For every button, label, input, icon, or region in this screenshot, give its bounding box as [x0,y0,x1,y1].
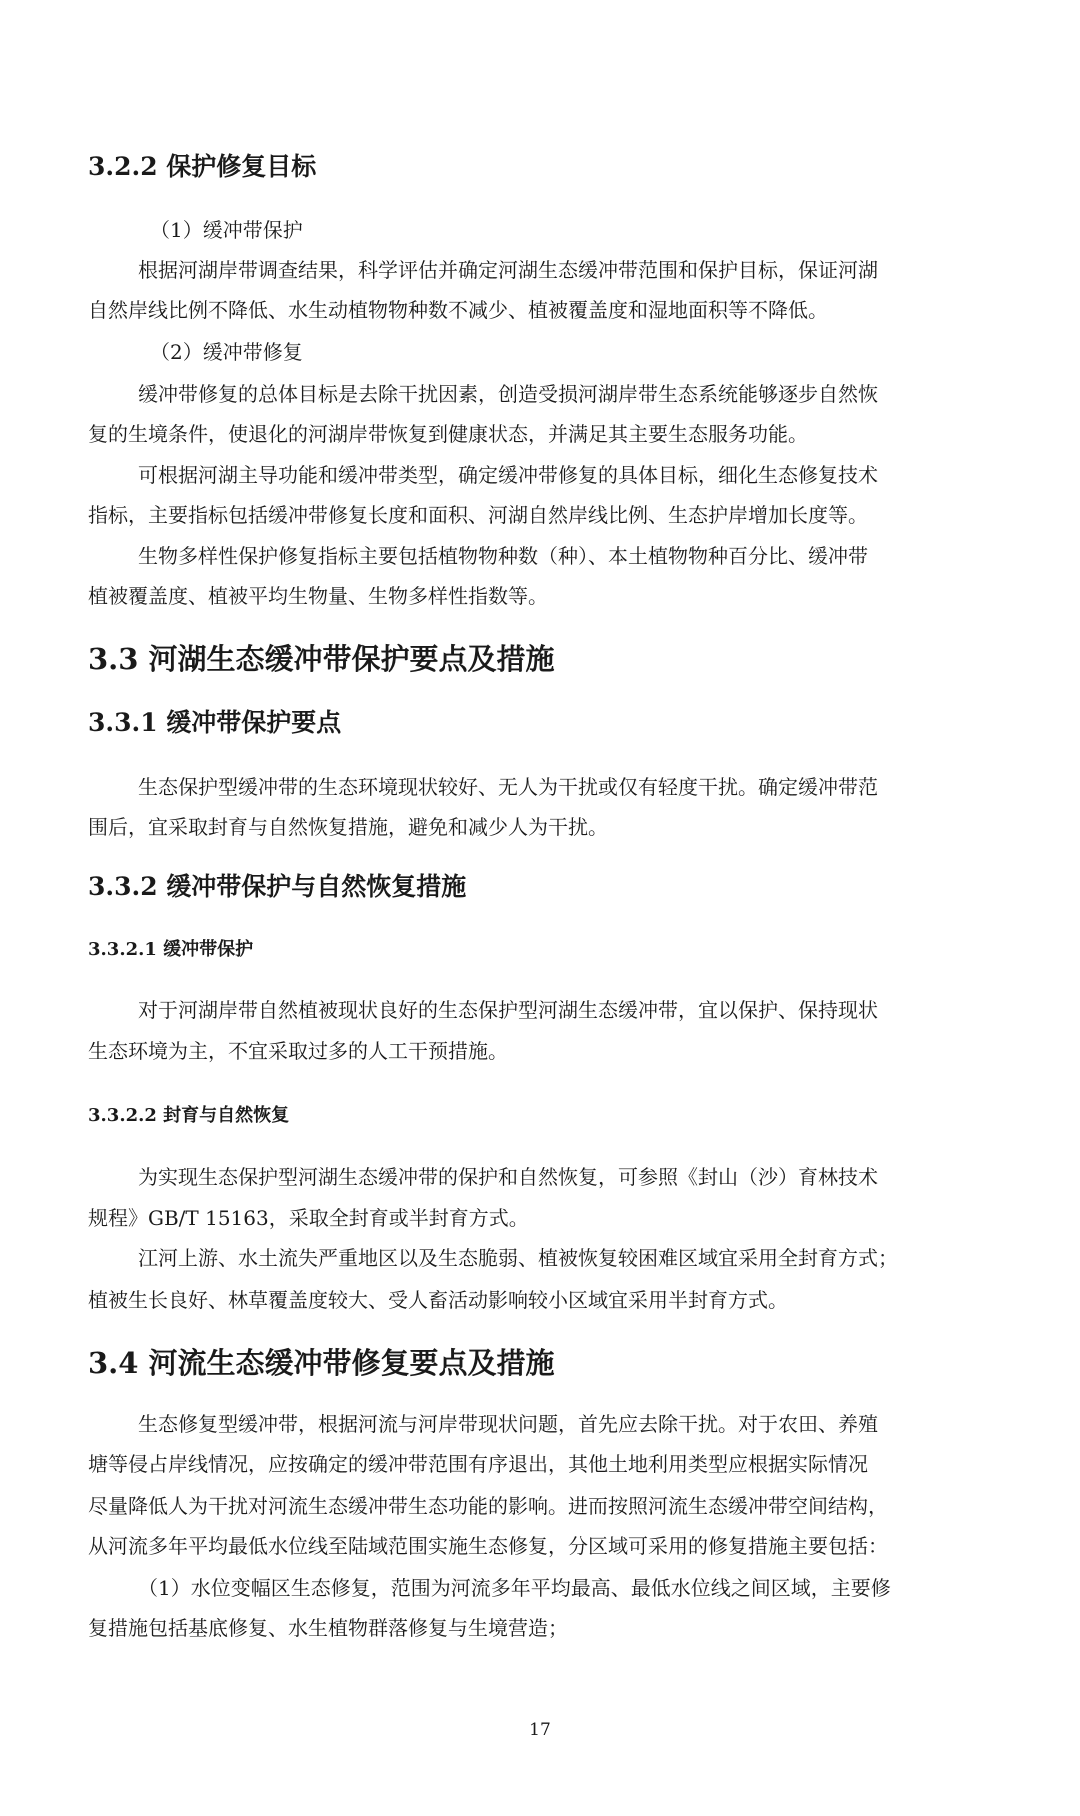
paragraph-line: 指标，主要指标包括缓冲带修复长度和面积、河湖自然岸线比例、生态护岸增加长度等。 [88,503,868,527]
paragraph-line: 缓冲带修复的总体目标是去除干扰因素，创造受损河湖岸带生态系统能够逐步自然恢 [138,382,878,406]
heading-3-2-2: 3.2.2 保护修复目标 [88,152,317,181]
paragraph-line: （1）水位变幅区生态修复，范围为河流多年平均最高、最低水位线之间区域，主要修 [138,1576,891,1600]
heading-3-3-2: 3.3.2 缓冲带保护与自然恢复措施 [88,872,467,901]
paragraph-line: 生物多样性保护修复指标主要包括植物物种数（种）、本土植物物种百分比、缓冲带 [138,544,868,568]
paragraph-line: 江河上游、水土流失严重地区以及生态脆弱、植被恢复较困难区域宜采用全封育方式； [138,1246,898,1270]
paragraph-line: 可根据河湖主导功能和缓冲带类型，确定缓冲带修复的具体目标，细化生态修复技术 [138,463,878,487]
paragraph-line: 从河流多年平均最低水位线至陆域范围实施生态修复，分区域可采用的修复措施主要包括： [88,1534,888,1558]
paragraph-line: 对于河湖岸带自然植被现状良好的生态保护型河湖生态缓冲带，宜以保护、保持现状 [138,998,878,1022]
paragraph-line: 生态修复型缓冲带，根据河流与河岸带现状问题，首先应去除干扰。对于农田、养殖 [138,1412,878,1436]
paragraph-line: 复的生境条件，使退化的河湖岸带恢复到健康状态，并满足其主要生态服务功能。 [88,422,808,446]
paragraph-line: 植被覆盖度、植被平均生物量、生物多样性指数等。 [88,584,548,608]
heading-3-4: 3.4 河流生态缓冲带修复要点及措施 [88,1346,555,1380]
paragraph-line: 植被生长良好、林草覆盖度较大、受人畜活动影响较小区域宜采用半封育方式。 [88,1288,788,1312]
heading-3-3-2-1: 3.3.2.1 缓冲带保护 [88,939,254,960]
paragraph-line: 为实现生态保护型河湖生态缓冲带的保护和自然恢复，可参照《封山（沙）育林技术 [138,1165,878,1189]
paragraph-line: 围后，宜采取封育与自然恢复措施，避免和减少人为干扰。 [88,815,608,839]
paragraph-line: 规程》GB/T 15163，采取全封育或半封育方式。 [88,1206,529,1230]
paragraph-line: 生态保护型缓冲带的生态环境现状较好、无人为干扰或仅有轻度干扰。确定缓冲带范 [138,775,878,799]
item-2-label: （2）缓冲带修复 [150,340,303,364]
heading-3-3-1: 3.3.1 缓冲带保护要点 [88,708,342,737]
paragraph-line: 塘等侵占岸线情况，应按确定的缓冲带范围有序退出，其他土地利用类型应根据实际情况 [88,1452,868,1476]
paragraph-line: 根据河湖岸带调查结果，科学评估并确定河湖生态缓冲带范围和保护目标，保证河湖 [138,258,878,282]
heading-3-3: 3.3 河湖生态缓冲带保护要点及措施 [88,642,555,676]
paragraph-line: 自然岸线比例不降低、水生动植物物种数不减少、植被覆盖度和湿地面积等不降低。 [88,298,828,322]
page-number: 17 [529,1720,551,1740]
paragraph-line: 尽量降低人为干扰对河流生态缓冲带生态功能的影响。进而按照河流生态缓冲带空间结构， [88,1494,888,1518]
paragraph-line: 复措施包括基底修复、水生植物群落修复与生境营造； [88,1616,568,1640]
item-1-label: （1）缓冲带保护 [150,218,303,242]
paragraph-line: 生态环境为主，不宜采取过多的人工干预措施。 [88,1039,508,1063]
heading-3-3-2-2: 3.3.2.2 封育与自然恢复 [88,1105,290,1126]
